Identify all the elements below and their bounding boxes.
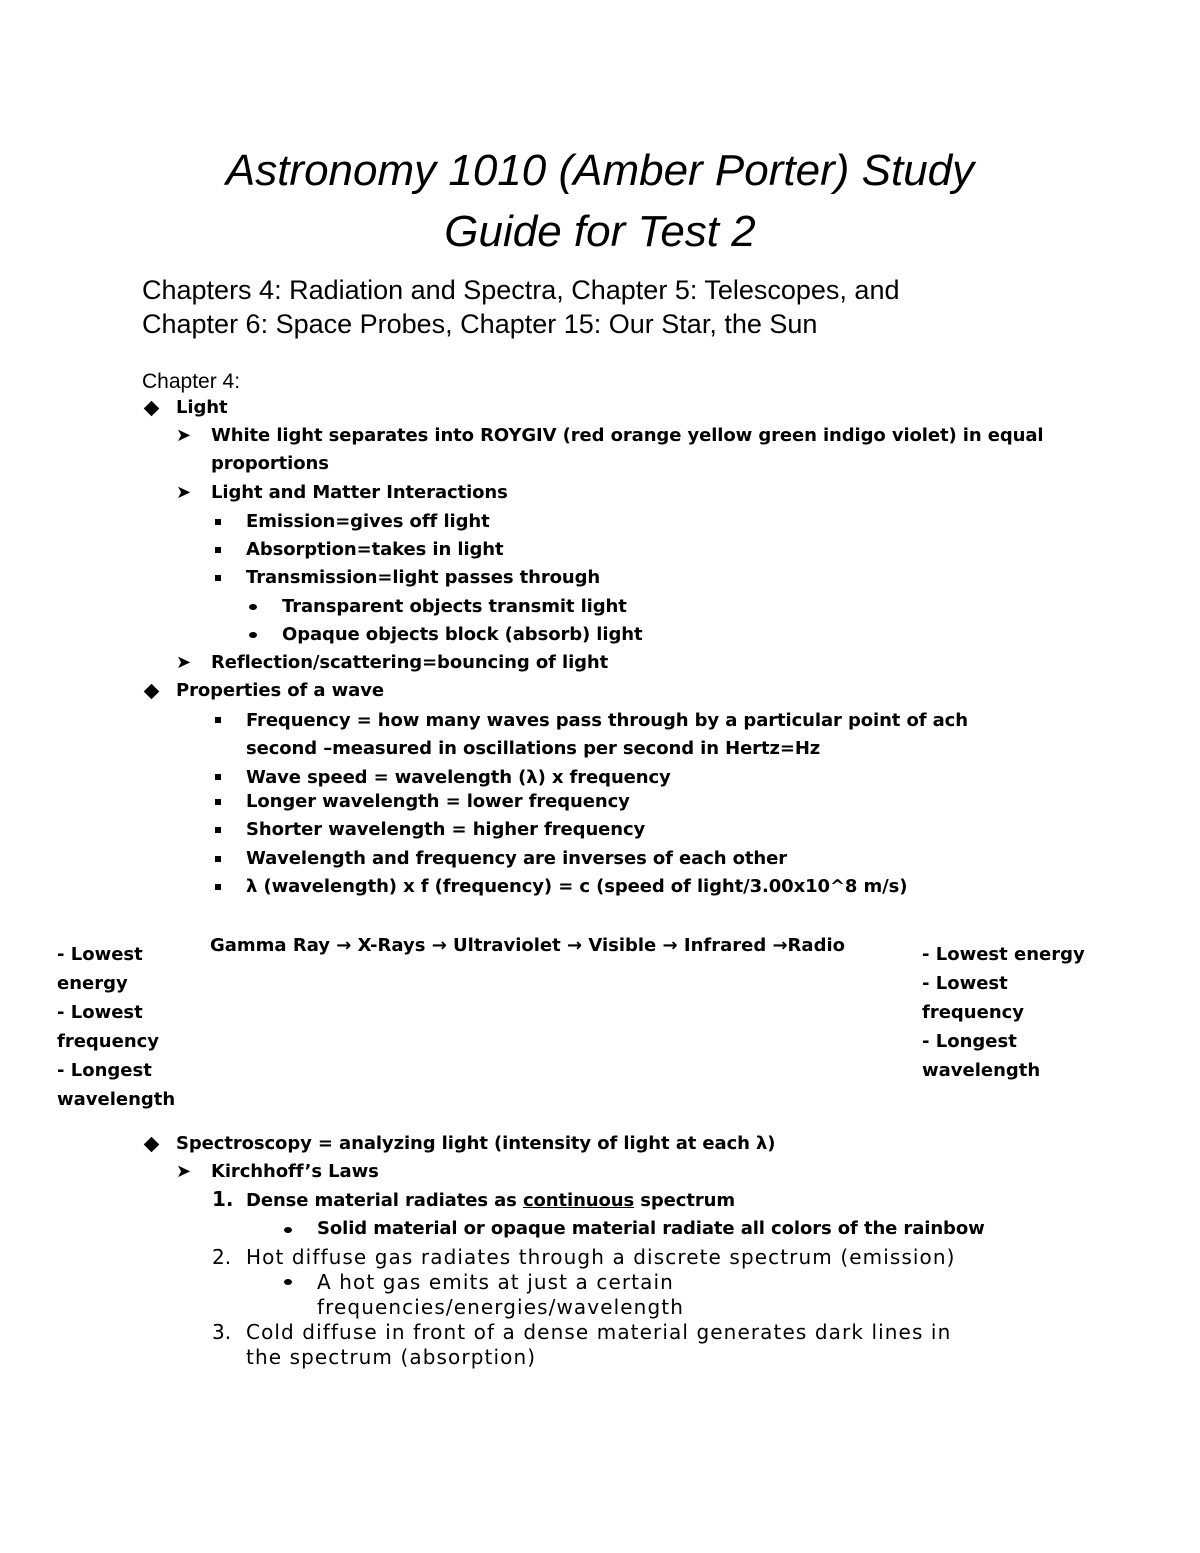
frequency-line-2: second –measured in oscillations per second in Hertz=Hz	[246, 738, 821, 759]
arrowhead-bullet-icon: ➤	[176, 425, 192, 446]
diamond-bullet-icon	[144, 1137, 160, 1153]
page-title	[0, 140, 1200, 262]
left-note-line: - Longest	[57, 1060, 152, 1081]
left-note-line: frequency	[57, 1031, 160, 1052]
square-bullet-icon	[215, 575, 221, 581]
law-1-detail: Solid material or opaque material radiate all colors of the rainbow	[317, 1218, 985, 1239]
transmission-item: Transmission=light passes through	[246, 567, 601, 588]
title-line-2: Guide for Test 2	[444, 207, 756, 256]
square-bullet-icon	[215, 547, 221, 553]
law-1-prefix: Dense material radiates as	[246, 1190, 523, 1211]
subtitle-line-2: Chapter 6: Space Probes, Chapter 15: Our Star, the Sun	[142, 309, 818, 339]
arrowhead-bullet-icon: ➤	[176, 652, 192, 673]
white-light-line-2: proportions	[211, 453, 329, 474]
arrowhead-bullet-icon: ➤	[176, 482, 192, 503]
left-note-line: - Lowest	[57, 944, 143, 965]
longer-wavelength-item: Longer wavelength = lower frequency	[246, 791, 630, 812]
inverses-item: Wavelength and frequency are inverses of each other	[246, 848, 788, 869]
chapters-subtitle	[142, 273, 899, 341]
law-2-detail-line-1: A hot gas emits at just a certain	[317, 1270, 674, 1294]
absorption-item: Absorption=takes in light	[246, 539, 504, 560]
right-note-line: - Lowest	[922, 973, 1008, 994]
right-side-note	[922, 940, 1085, 1085]
list-number: 3.	[212, 1320, 232, 1344]
wave-properties-heading: Properties of a wave	[176, 680, 384, 701]
round-bullet-icon	[284, 1279, 292, 1285]
law-3-line-1: Cold diffuse in front of a dense material generates dark lines in	[246, 1320, 952, 1344]
square-bullet-icon	[215, 799, 221, 805]
round-bullet-icon	[249, 632, 257, 638]
em-spectrum-sequence: Gamma Ray → X-Rays → Ultraviolet → Visible → Infrared →Radio	[210, 935, 845, 956]
left-note-line: - Lowest	[57, 1002, 143, 1023]
kirchhoff-laws: Kirchhoff’s Laws	[211, 1161, 379, 1182]
law-2-detail-line-2: frequencies/energies/wavelength	[317, 1295, 684, 1319]
frequency-line-1: Frequency = how many waves pass through by a particular point of ach	[246, 710, 968, 731]
white-light-line-1: White light separates into ROYGIV (red orange yellow green indigo violet) in equal	[211, 425, 1044, 446]
square-bullet-icon	[215, 884, 221, 890]
list-number: 2.	[212, 1245, 232, 1269]
list-number: 1.	[212, 1187, 234, 1211]
transparent-item: Transparent objects transmit light	[282, 596, 627, 617]
diamond-bullet-icon	[144, 684, 160, 700]
law-1-underlined: continuous	[522, 1190, 635, 1211]
arrowhead-bullet-icon: ➤	[176, 1161, 192, 1182]
law-1-suffix: spectrum	[634, 1190, 736, 1211]
chapter-4-heading: Chapter 4:	[142, 370, 241, 393]
square-bullet-icon	[215, 519, 221, 525]
spectroscopy-heading: Spectroscopy = analyzing light (intensity of light at each λ)	[176, 1133, 776, 1154]
subtitle-line-1: Chapters 4: Radiation and Spectra, Chapter 5: Telescopes, and	[142, 275, 900, 305]
left-note-line: wavelength	[57, 1089, 176, 1110]
right-note-line: frequency	[922, 1002, 1025, 1023]
wave-speed-item: Wave speed = wavelength (λ) x frequency	[246, 767, 671, 788]
light-heading: Light	[176, 397, 228, 418]
round-bullet-icon	[249, 604, 257, 610]
light-matter-interactions: Light and Matter Interactions	[211, 482, 508, 503]
square-bullet-icon	[215, 827, 221, 833]
left-note-line: energy	[57, 973, 128, 994]
right-note-line: wavelength	[922, 1060, 1041, 1081]
law-3-line-2: the spectrum (absorption)	[246, 1345, 537, 1369]
law-1	[246, 1187, 735, 1215]
shorter-wavelength-item: Shorter wavelength = higher frequency	[246, 819, 646, 840]
opaque-item: Opaque objects block (absorb) light	[282, 624, 643, 645]
emission-item: Emission=gives off light	[246, 511, 490, 532]
diamond-bullet-icon	[144, 401, 160, 417]
round-bullet-icon	[284, 1227, 292, 1233]
square-bullet-icon	[215, 774, 221, 780]
left-side-note	[57, 940, 175, 1114]
square-bullet-icon	[215, 717, 221, 723]
law-2: Hot diffuse gas radiates through a discrete spectrum (emission)	[246, 1245, 956, 1269]
formula-item: λ (wavelength) x f (frequency) = c (speed of light/3.00x10^8 m/s)	[246, 876, 908, 897]
right-note-line: - Longest	[922, 1031, 1017, 1052]
reflection-item: Reflection/scattering=bouncing of light	[211, 652, 609, 673]
right-note-line: - Lowest energy	[922, 944, 1085, 965]
title-line-1: Astronomy 1010 (Amber Porter) Study	[225, 146, 975, 195]
square-bullet-icon	[215, 856, 221, 862]
